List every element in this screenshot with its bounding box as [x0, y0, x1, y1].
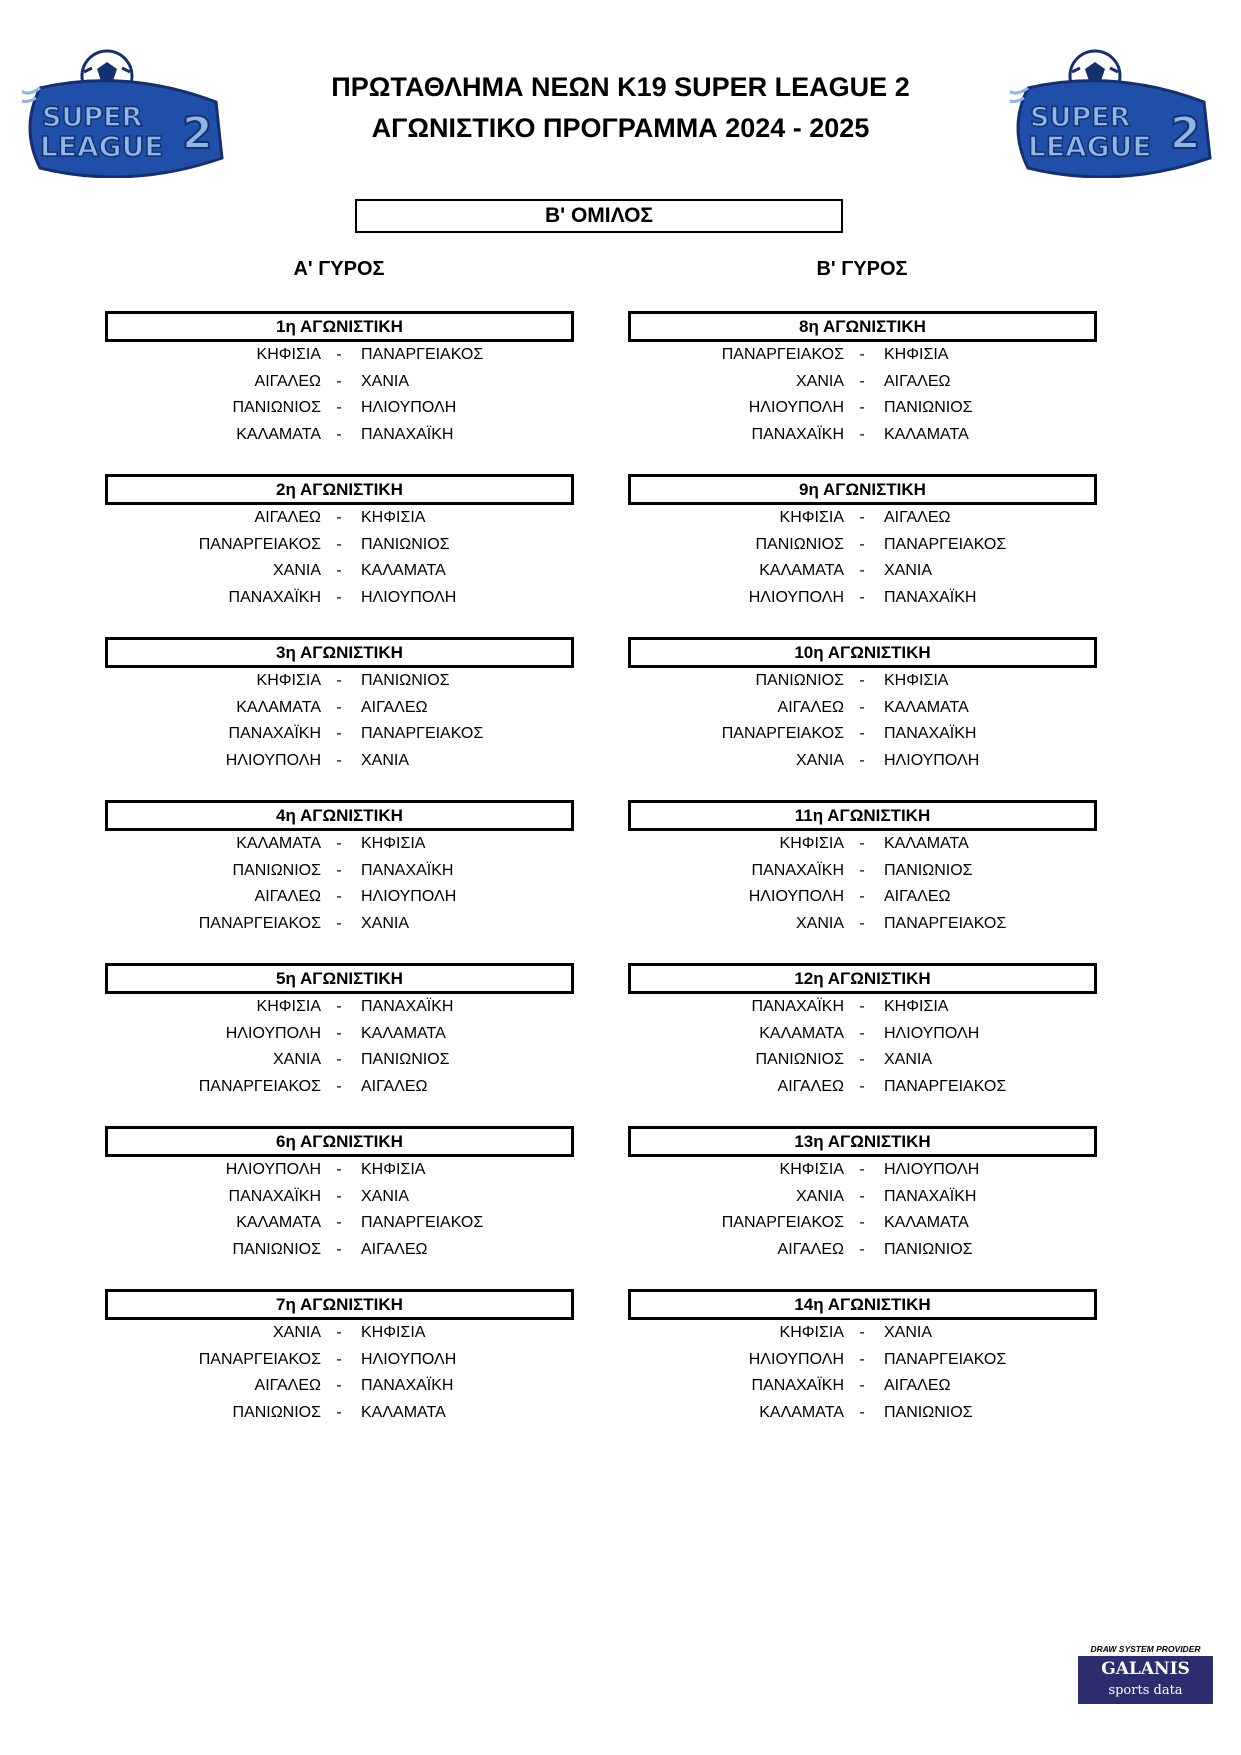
- match-row: [105, 1210, 574, 1237]
- matchday-title: 1η ΑΓΩΝΙΣΤΙΚΗ: [105, 311, 574, 342]
- away-team: ΠΑΝΑΡΓΕΙΑΚΟΣ: [884, 915, 1007, 933]
- home-team: ΚΗΦΙΣΙΑ: [779, 509, 844, 526]
- home-team: ΗΛΙΟΥΠΟΛΗ: [225, 1024, 321, 1042]
- logo-text-number: 2: [182, 108, 213, 159]
- match-row: [105, 1047, 574, 1074]
- match-separator: -: [336, 535, 342, 553]
- draw-system-provider: [1078, 1642, 1213, 1707]
- matchday-block: [105, 800, 574, 963]
- home-team: ΠΑΝΑΧΑΪΚΗ: [228, 1187, 321, 1205]
- away-team: ΚΗΦΙΣΙΑ: [361, 1161, 426, 1178]
- away-team: ΑΙΓΑΛΕΩ: [884, 888, 951, 906]
- away-team: ΑΙΓΑΛΕΩ: [361, 1241, 428, 1259]
- away-team: ΚΗΦΙΣΙΑ: [361, 1324, 426, 1341]
- match-row: [628, 695, 1097, 722]
- home-team: ΗΛΙΟΥΠΟΛΗ: [748, 888, 844, 906]
- home-team: ΠΑΝΑΡΓΕΙΑΚΟΣ: [721, 725, 844, 743]
- match-separator: -: [859, 1350, 865, 1368]
- match-row: [628, 1237, 1097, 1264]
- match-row: [105, 558, 574, 585]
- match-separator: -: [859, 835, 865, 852]
- away-team: ΑΙΓΑΛΕΩ: [884, 1377, 951, 1395]
- logo-text-league: LEAGUE: [1028, 130, 1152, 163]
- match-separator: -: [859, 426, 865, 444]
- match-separator: -: [859, 915, 865, 933]
- match-separator: -: [336, 1241, 342, 1259]
- away-team: ΠΑΝΑΧΑΪΚΗ: [361, 426, 454, 444]
- away-team: ΗΛΙΟΥΠΟΛΗ: [361, 1350, 457, 1368]
- home-team: ΠΑΝΙΩΝΙΟΣ: [755, 672, 844, 689]
- away-team: ΧΑΝΙΑ: [884, 562, 933, 580]
- away-team: ΗΛΙΟΥΠΟΛΗ: [884, 1161, 980, 1178]
- super-league-2-logo-right: [1010, 48, 1220, 178]
- matchday-title: 9η ΑΓΩΝΙΣΤΙΚΗ: [628, 474, 1097, 505]
- provider-tagline: sports data: [1108, 1683, 1183, 1698]
- away-team: ΗΛΙΟΥΠΟΛΗ: [884, 1024, 980, 1042]
- matchday-block: [105, 1289, 574, 1452]
- match-row: [105, 585, 574, 612]
- home-team: ΠΑΝΑΡΓΕΙΑΚΟΣ: [198, 1350, 321, 1368]
- match-row: [105, 884, 574, 911]
- match-row: [105, 1157, 574, 1184]
- matchday-title: 2η ΑΓΩΝΙΣΤΙΚΗ: [105, 474, 574, 505]
- home-team: ΠΑΝΙΩΝΙΟΣ: [232, 1404, 321, 1422]
- match-separator: -: [336, 1324, 342, 1341]
- match-row: [628, 342, 1097, 369]
- matchday-block: [105, 637, 574, 800]
- away-team: ΧΑΝΙΑ: [361, 1187, 410, 1205]
- matchday-block: [628, 800, 1097, 963]
- home-team: ΠΑΝΑΡΓΕΙΑΚΟΣ: [721, 1214, 844, 1232]
- match-separator: -: [859, 372, 865, 390]
- away-team: ΚΑΛΑΜΑΤΑ: [884, 698, 969, 716]
- provider-brand: GALANIS: [1101, 1659, 1190, 1679]
- away-team: ΚΗΦΙΣΙΑ: [884, 672, 949, 689]
- away-team: ΗΛΙΟΥΠΟΛΗ: [361, 888, 457, 906]
- matchday-block: [628, 637, 1097, 800]
- match-row: [105, 1237, 574, 1264]
- document-title: ΠΡΩΤΑΘΛΗΜΑ ΝΕΩΝ Κ19 SUPER LEAGUE 2: [331, 72, 910, 102]
- away-team: ΚΑΛΑΜΑΤΑ: [884, 426, 969, 444]
- match-separator: -: [336, 835, 342, 852]
- matchday-block: [105, 963, 574, 1126]
- match-separator: -: [859, 698, 865, 716]
- away-team: ΑΙΓΑΛΕΩ: [884, 509, 951, 526]
- match-separator: -: [336, 1214, 342, 1232]
- match-separator: -: [859, 1214, 865, 1232]
- match-separator: -: [336, 1078, 342, 1096]
- match-separator: -: [336, 426, 342, 444]
- match-row: [628, 395, 1097, 422]
- match-separator: -: [336, 861, 342, 879]
- match-row: [628, 831, 1097, 858]
- away-team: ΠΑΝΙΩΝΙΟΣ: [884, 1241, 973, 1259]
- group-label: Β' ΟΜΙΛΟΣ: [355, 199, 843, 233]
- match-separator: -: [336, 998, 342, 1015]
- match-separator: -: [859, 861, 865, 879]
- away-team: ΧΑΝΙΑ: [361, 752, 410, 770]
- home-team: ΚΑΛΑΜΑΤΑ: [759, 1404, 844, 1422]
- match-separator: -: [336, 915, 342, 933]
- match-separator: -: [336, 1161, 342, 1178]
- match-separator: -: [336, 1187, 342, 1205]
- match-separator: -: [859, 1187, 865, 1205]
- match-separator: -: [859, 589, 865, 607]
- match-row: [628, 1157, 1097, 1184]
- home-team: ΑΙΓΑΛΕΩ: [254, 888, 321, 906]
- away-team: ΠΑΝΑΧΑΪΚΗ: [361, 1377, 454, 1395]
- match-separator: -: [859, 535, 865, 553]
- away-team: ΠΑΝΑΧΑΪΚΗ: [361, 998, 454, 1015]
- match-row: [105, 695, 574, 722]
- match-row: [105, 342, 574, 369]
- away-team: ΠΑΝΙΩΝΙΟΣ: [361, 1051, 450, 1069]
- away-team: ΚΗΦΙΣΙΑ: [361, 835, 426, 852]
- home-team: ΚΑΛΑΜΑΤΑ: [236, 1214, 321, 1232]
- match-separator: -: [336, 399, 342, 417]
- matchday-block: [628, 311, 1097, 474]
- matchday-block: [628, 474, 1097, 637]
- match-separator: -: [336, 509, 342, 526]
- away-team: ΠΑΝΑΧΑΪΚΗ: [884, 725, 977, 743]
- match-separator: -: [859, 998, 865, 1015]
- match-row: [628, 1373, 1097, 1400]
- home-team: ΧΑΝΙΑ: [272, 562, 321, 580]
- match-row: [105, 721, 574, 748]
- match-separator: -: [859, 399, 865, 417]
- home-team: ΚΗΦΙΣΙΑ: [779, 835, 844, 852]
- match-separator: -: [336, 672, 342, 689]
- matchday-block: [628, 1289, 1097, 1452]
- match-row: [105, 369, 574, 396]
- match-row: [628, 585, 1097, 612]
- home-team: ΚΑΛΑΜΑΤΑ: [759, 562, 844, 580]
- match-row: [105, 1074, 574, 1101]
- home-team: ΗΛΙΟΥΠΟΛΗ: [225, 752, 321, 770]
- home-team: ΧΑΝΙΑ: [795, 372, 844, 390]
- match-row: [628, 668, 1097, 695]
- away-team: ΠΑΝΑΡΓΕΙΑΚΟΣ: [361, 725, 484, 743]
- matchday-title: 14η ΑΓΩΝΙΣΤΙΚΗ: [628, 1289, 1097, 1320]
- match-separator: -: [336, 698, 342, 716]
- match-row: [628, 1021, 1097, 1048]
- matchday-block: [628, 1126, 1097, 1289]
- home-team: ΠΑΝΑΡΓΕΙΑΚΟΣ: [198, 1078, 321, 1096]
- home-team: ΑΙΓΑΛΕΩ: [254, 372, 321, 390]
- match-separator: -: [336, 752, 342, 770]
- away-team: ΗΛΙΟΥΠΟΛΗ: [361, 399, 457, 417]
- matchday-title: 4η ΑΓΩΝΙΣΤΙΚΗ: [105, 800, 574, 831]
- away-team: ΧΑΝΙΑ: [884, 1051, 933, 1069]
- document-subtitle: ΑΓΩΝΙΣΤΙΚΟ ΠΡΟΓΡΑΜΜΑ 2024 - 2025: [371, 113, 870, 143]
- match-separator: -: [336, 725, 342, 743]
- matchday-title: 5η ΑΓΩΝΙΣΤΙΚΗ: [105, 963, 574, 994]
- home-team: ΗΛΙΟΥΠΟΛΗ: [748, 589, 844, 607]
- match-separator: -: [859, 1324, 865, 1341]
- home-team: ΠΑΝΑΡΓΕΙΑΚΟΣ: [721, 346, 844, 363]
- home-team: ΚΗΦΙΣΙΑ: [256, 998, 321, 1015]
- match-row: [105, 1320, 574, 1347]
- match-row: [105, 1400, 574, 1427]
- home-team: ΑΙΓΑΛΕΩ: [254, 509, 321, 526]
- match-row: [628, 505, 1097, 532]
- home-team: ΑΙΓΑΛΕΩ: [254, 1377, 321, 1395]
- match-separator: -: [859, 1377, 865, 1395]
- home-team: ΚΗΦΙΣΙΑ: [256, 672, 321, 689]
- match-row: [628, 748, 1097, 775]
- match-separator: -: [336, 1404, 342, 1422]
- match-separator: -: [859, 1241, 865, 1259]
- super-league-2-logo-left: [22, 48, 232, 178]
- match-row: [105, 994, 574, 1021]
- matchday-block: [105, 311, 574, 474]
- match-row: [105, 532, 574, 559]
- home-team: ΧΑΝΙΑ: [272, 1051, 321, 1069]
- match-row: [628, 721, 1097, 748]
- home-team: ΚΑΛΑΜΑΤΑ: [236, 698, 321, 716]
- home-team: ΠΑΝΑΧΑΪΚΗ: [228, 725, 321, 743]
- match-row: [628, 369, 1097, 396]
- match-separator: -: [859, 1161, 865, 1178]
- matchday-title: 12η ΑΓΩΝΙΣΤΙΚΗ: [628, 963, 1097, 994]
- home-team: ΧΑΝΙΑ: [795, 1187, 844, 1205]
- match-separator: -: [859, 752, 865, 770]
- match-row: [105, 422, 574, 449]
- match-row: [628, 858, 1097, 885]
- home-team: ΠΑΝΙΩΝΙΟΣ: [232, 399, 321, 417]
- home-team: ΚΗΦΙΣΙΑ: [779, 1324, 844, 1341]
- match-row: [628, 422, 1097, 449]
- match-row: [628, 532, 1097, 559]
- away-team: ΗΛΙΟΥΠΟΛΗ: [361, 589, 457, 607]
- match-row: [105, 858, 574, 885]
- matchday-title: 8η ΑΓΩΝΙΣΤΙΚΗ: [628, 311, 1097, 342]
- matchday-title: 3η ΑΓΩΝΙΣΤΙΚΗ: [105, 637, 574, 668]
- away-team: ΧΑΝΙΑ: [361, 915, 410, 933]
- match-row: [628, 994, 1097, 1021]
- home-team: ΗΛΙΟΥΠΟΛΗ: [748, 399, 844, 417]
- away-team: ΠΑΝΙΩΝΙΟΣ: [361, 535, 450, 553]
- away-team: ΚΗΦΙΣΙΑ: [884, 346, 949, 363]
- away-team: ΚΑΛΑΜΑΤΑ: [884, 835, 969, 852]
- away-team: ΑΙΓΑΛΕΩ: [361, 1078, 428, 1096]
- home-team: ΑΙΓΑΛΕΩ: [777, 1078, 844, 1096]
- away-team: ΠΑΝΙΩΝΙΟΣ: [361, 672, 450, 689]
- home-team: ΠΑΝΙΩΝΙΟΣ: [232, 861, 321, 879]
- match-separator: -: [859, 509, 865, 526]
- away-team: ΠΑΝΑΧΑΪΚΗ: [884, 1187, 977, 1205]
- away-team: ΑΙΓΑΛΕΩ: [884, 372, 951, 390]
- match-row: [628, 1184, 1097, 1211]
- provider-caption: DRAW SYSTEM PROVIDER: [1090, 1644, 1201, 1654]
- home-team: ΗΛΙΟΥΠΟΛΗ: [225, 1161, 321, 1178]
- home-team: ΚΗΦΙΣΙΑ: [779, 1161, 844, 1178]
- away-team: ΚΑΛΑΜΑΤΑ: [361, 1024, 446, 1042]
- home-team: ΠΑΝΑΧΑΪΚΗ: [228, 589, 321, 607]
- home-team: ΚΗΦΙΣΙΑ: [256, 346, 321, 363]
- first-round-title: Α' ΓΥΡΟΣ: [293, 258, 385, 280]
- home-team: ΠΑΝΑΡΓΕΙΑΚΟΣ: [198, 915, 321, 933]
- match-separator: -: [336, 1377, 342, 1395]
- home-team: ΑΙΓΑΛΕΩ: [777, 698, 844, 716]
- match-separator: -: [336, 888, 342, 906]
- home-team: ΠΑΝΑΧΑΪΚΗ: [751, 861, 844, 879]
- away-team: ΠΑΝΙΩΝΙΟΣ: [884, 861, 973, 879]
- match-row: [105, 1184, 574, 1211]
- match-separator: -: [859, 725, 865, 743]
- away-team: ΠΑΝΑΧΑΪΚΗ: [884, 589, 977, 607]
- logo-text-league: LEAGUE: [40, 130, 164, 163]
- provider-badge: [1078, 1656, 1213, 1704]
- home-team: ΑΙΓΑΛΕΩ: [777, 1241, 844, 1259]
- home-team: ΗΛΙΟΥΠΟΛΗ: [748, 1350, 844, 1368]
- matchday-title: 10η ΑΓΩΝΙΣΤΙΚΗ: [628, 637, 1097, 668]
- away-team: ΠΑΝΑΡΓΕΙΑΚΟΣ: [361, 346, 484, 363]
- match-row: [105, 1347, 574, 1374]
- match-separator: -: [859, 1051, 865, 1069]
- match-row: [105, 395, 574, 422]
- away-team: ΗΛΙΟΥΠΟΛΗ: [884, 752, 980, 770]
- away-team: ΚΑΛΑΜΑΤΑ: [361, 562, 446, 580]
- home-team: ΚΑΛΑΜΑΤΑ: [759, 1024, 844, 1042]
- away-team: ΠΑΝΑΡΓΕΙΑΚΟΣ: [884, 1350, 1007, 1368]
- matchday-title: 7η ΑΓΩΝΙΣΤΙΚΗ: [105, 1289, 574, 1320]
- away-team: ΠΑΝΙΩΝΙΟΣ: [884, 399, 973, 417]
- match-separator: -: [859, 1078, 865, 1096]
- home-team: ΧΑΝΙΑ: [272, 1324, 321, 1341]
- match-separator: -: [859, 672, 865, 689]
- match-row: [105, 668, 574, 695]
- match-separator: -: [336, 589, 342, 607]
- away-team: ΚΑΛΑΜΑΤΑ: [884, 1214, 969, 1232]
- match-row: [628, 1347, 1097, 1374]
- match-row: [105, 748, 574, 775]
- home-team: ΧΑΝΙΑ: [795, 915, 844, 933]
- match-row: [628, 884, 1097, 911]
- away-team: ΚΗΦΙΣΙΑ: [361, 509, 426, 526]
- match-row: [105, 1021, 574, 1048]
- away-team: ΠΑΝΙΩΝΙΟΣ: [884, 1404, 973, 1422]
- match-separator: -: [859, 888, 865, 906]
- home-team: ΠΑΝΙΩΝΙΟΣ: [755, 1051, 844, 1069]
- match-row: [105, 1373, 574, 1400]
- home-team: ΚΑΛΑΜΑΤΑ: [236, 835, 321, 852]
- home-team: ΠΑΝΑΡΓΕΙΑΚΟΣ: [198, 535, 321, 553]
- match-separator: -: [336, 1350, 342, 1368]
- home-team: ΠΑΝΙΩΝΙΟΣ: [232, 1241, 321, 1259]
- match-row: [628, 1074, 1097, 1101]
- matchday-block: [628, 963, 1097, 1126]
- home-team: ΠΑΝΙΩΝΙΟΣ: [755, 535, 844, 553]
- away-team: ΚΗΦΙΣΙΑ: [884, 998, 949, 1015]
- home-team: ΠΑΝΑΧΑΪΚΗ: [751, 426, 844, 444]
- home-team: ΚΑΛΑΜΑΤΑ: [236, 426, 321, 444]
- logo-text-number: 2: [1170, 108, 1201, 159]
- match-row: [628, 1047, 1097, 1074]
- match-row: [105, 831, 574, 858]
- match-separator: -: [336, 346, 342, 363]
- matchday-title: 13η ΑΓΩΝΙΣΤΙΚΗ: [628, 1126, 1097, 1157]
- matchday-title: 6η ΑΓΩΝΙΣΤΙΚΗ: [105, 1126, 574, 1157]
- match-separator: -: [859, 562, 865, 580]
- match-row: [105, 911, 574, 938]
- home-team: ΠΑΝΑΧΑΪΚΗ: [751, 1377, 844, 1395]
- second-round-column: [628, 311, 1097, 1452]
- home-team: ΧΑΝΙΑ: [795, 752, 844, 770]
- first-round-column: [105, 311, 574, 1452]
- match-separator: -: [336, 1024, 342, 1042]
- away-team: ΧΑΝΙΑ: [361, 372, 410, 390]
- match-separator: -: [859, 1404, 865, 1422]
- second-round-title: Β' ΓΥΡΟΣ: [816, 258, 908, 280]
- away-team: ΧΑΝΙΑ: [884, 1324, 933, 1341]
- away-team: ΠΑΝΑΡΓΕΙΑΚΟΣ: [884, 1078, 1007, 1096]
- match-separator: -: [336, 1051, 342, 1069]
- match-separator: -: [336, 562, 342, 580]
- away-team: ΠΑΝΑΡΓΕΙΑΚΟΣ: [361, 1214, 484, 1232]
- match-row: [628, 1320, 1097, 1347]
- match-separator: -: [336, 372, 342, 390]
- match-row: [628, 1400, 1097, 1427]
- home-team: ΠΑΝΑΧΑΪΚΗ: [751, 998, 844, 1015]
- away-team: ΑΙΓΑΛΕΩ: [361, 698, 428, 716]
- match-row: [628, 558, 1097, 585]
- match-separator: -: [859, 346, 865, 363]
- match-row: [628, 1210, 1097, 1237]
- matchday-title: 11η ΑΓΩΝΙΣΤΙΚΗ: [628, 800, 1097, 831]
- logo-text-super: SUPER: [42, 102, 143, 133]
- logo-text-super: SUPER: [1030, 102, 1131, 133]
- away-team: ΚΑΛΑΜΑΤΑ: [361, 1404, 446, 1422]
- matchday-block: [105, 1126, 574, 1289]
- match-row: [105, 505, 574, 532]
- away-team: ΠΑΝΑΧΑΪΚΗ: [361, 861, 454, 879]
- match-row: [628, 911, 1097, 938]
- matchday-block: [105, 474, 574, 637]
- match-separator: -: [859, 1024, 865, 1042]
- away-team: ΠΑΝΑΡΓΕΙΑΚΟΣ: [884, 535, 1007, 553]
